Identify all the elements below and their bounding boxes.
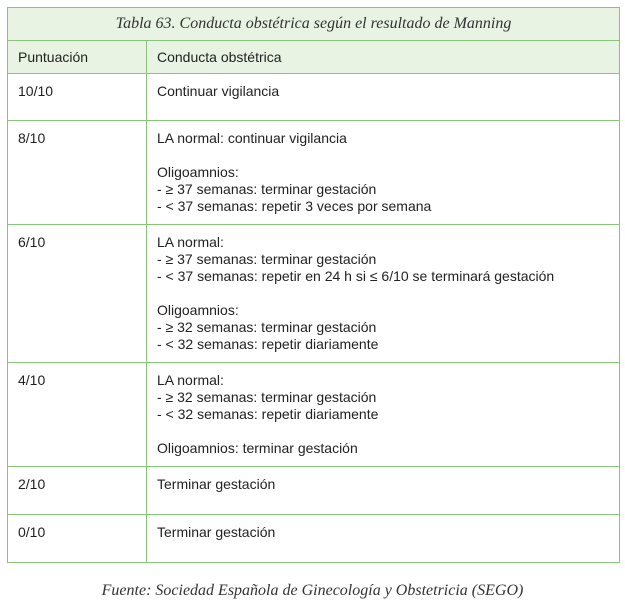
score-cell: 4/10 — [8, 363, 147, 467]
conduct-cell — [147, 225, 620, 363]
manning-table — [7, 7, 620, 563]
conduct-cell — [147, 121, 620, 225]
conduct-line: - ≥ 32 semanas: terminar gestación — [157, 319, 377, 335]
line-spacer — [157, 147, 609, 164]
table-title: Tabla 63. Conducta obstétrica según el resultado de Manning — [8, 8, 620, 41]
conduct-line: LA normal: — [157, 234, 224, 250]
source-caption: Fuente: Sociedad Española de Ginecología y Obstetricia (SEGO) — [101, 582, 524, 599]
conduct-line: - < 37 semanas: repetir en 24 h si ≤ 6/10 se terminará gestación — [157, 268, 555, 284]
table-row — [8, 515, 620, 563]
conduct-cell — [147, 74, 620, 121]
line-spacer — [157, 423, 609, 440]
column-header-conduct: Conducta obstétrica — [147, 41, 620, 74]
score-cell: 2/10 — [8, 467, 147, 515]
conduct-line: Oligoamnios: terminar gestación — [157, 440, 358, 456]
conduct-cell — [147, 467, 620, 515]
conduct-line: - < 37 semanas: repetir 3 veces por semana — [157, 198, 432, 214]
conduct-line: Continuar vigilancia — [157, 83, 280, 99]
score-cell: 10/10 — [8, 74, 147, 121]
conduct-cell — [147, 363, 620, 467]
conduct-line: Oligoamnios: — [157, 302, 239, 318]
score-cell: 0/10 — [8, 515, 147, 563]
table-row — [8, 74, 620, 121]
conduct-line: - < 32 semanas: repetir diariamente — [157, 406, 379, 422]
line-spacer — [157, 285, 609, 302]
conduct-line: LA normal: — [157, 372, 224, 388]
conduct-line: - ≥ 37 semanas: terminar gestación — [157, 251, 377, 267]
column-header-score: Puntuación — [8, 41, 147, 74]
conduct-line: Terminar gestación — [157, 476, 276, 492]
score-cell: 6/10 — [8, 225, 147, 363]
manning-table-container — [7, 7, 619, 563]
conduct-line: - < 32 semanas: repetir diariamente — [157, 336, 379, 352]
table-row — [8, 225, 620, 363]
table-row — [8, 121, 620, 225]
table-row — [8, 363, 620, 467]
conduct-line: - ≥ 32 semanas: terminar gestación — [157, 389, 377, 405]
conduct-cell — [147, 515, 620, 563]
conduct-line: - ≥ 37 semanas: terminar gestación — [157, 181, 377, 197]
conduct-line: Oligoamnios: — [157, 164, 239, 180]
conduct-line: LA normal: continuar vigilancia — [157, 130, 347, 146]
table-row — [8, 467, 620, 515]
conduct-line: Terminar gestación — [157, 524, 276, 540]
score-cell: 8/10 — [8, 121, 147, 225]
